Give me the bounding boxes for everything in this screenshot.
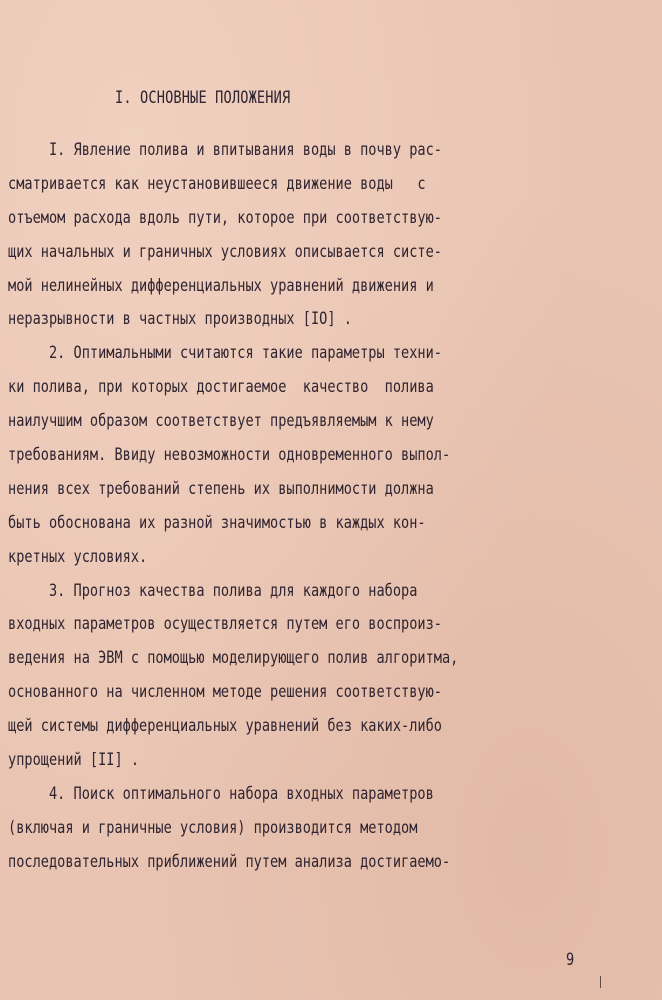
text-line: отъемом расхода вдоль пути, которое при соответствую-	[8, 207, 442, 228]
text-line: щих начальных и граничных условиях описывается систе-	[8, 241, 442, 262]
text-line: быть обоснована их разной значимостью в каждых кон-	[8, 512, 426, 533]
text-line: (включая и граничные условия) производится методом	[8, 817, 418, 838]
text-line: требованиям. Ввиду невозможности одновременного выпол-	[8, 445, 451, 466]
text-line: наилучшим образом соответствует предъявляемым к нему	[8, 411, 434, 432]
text-line: сматривается как неустановившееся движение воды с	[8, 173, 426, 194]
text-line: 3. Прогноз качества полива для каждого набора	[8, 580, 418, 601]
text-line: входных параметров осуществляется путем его воспроиз-	[8, 614, 442, 635]
text-line: последовательных приближений путем анализа достигаемо-	[8, 851, 451, 872]
text-line: ки полива, при которых достигаемое качество полива	[8, 377, 434, 398]
text-line: нения всех требований степень их выполнимости должна	[8, 478, 434, 499]
text-line: кретных условиях.	[8, 546, 148, 567]
text-line: неразрывности в частных производных [IO] .	[8, 309, 352, 330]
text-line: 4. Поиск оптимального набора входных параметров	[8, 783, 434, 804]
text-line: щей системы дифференциальных уравнений без каких-либо	[8, 716, 442, 737]
section-heading: I. ОСНОВНЫЕ ПОЛОЖЕНИЯ	[115, 88, 291, 108]
text-line: I. Явление полива и впитывания воды в почву рас-	[8, 140, 442, 160]
text-line: основанного на численном методе решения соответствую-	[8, 682, 442, 703]
page-number: 9	[566, 950, 575, 970]
body-text	[8, 134, 662, 880]
text-line: ведения на ЭВМ с помощью моделирующего полив алгоритма,	[8, 648, 459, 669]
text-line: упрощений [II] .	[8, 750, 140, 771]
edge-mark	[600, 976, 601, 988]
text-line: мой нелинейных дифференциальных уравнений движения и	[8, 275, 434, 296]
text-line: 2. Оптимальными считаются такие параметры техни-	[8, 343, 442, 364]
